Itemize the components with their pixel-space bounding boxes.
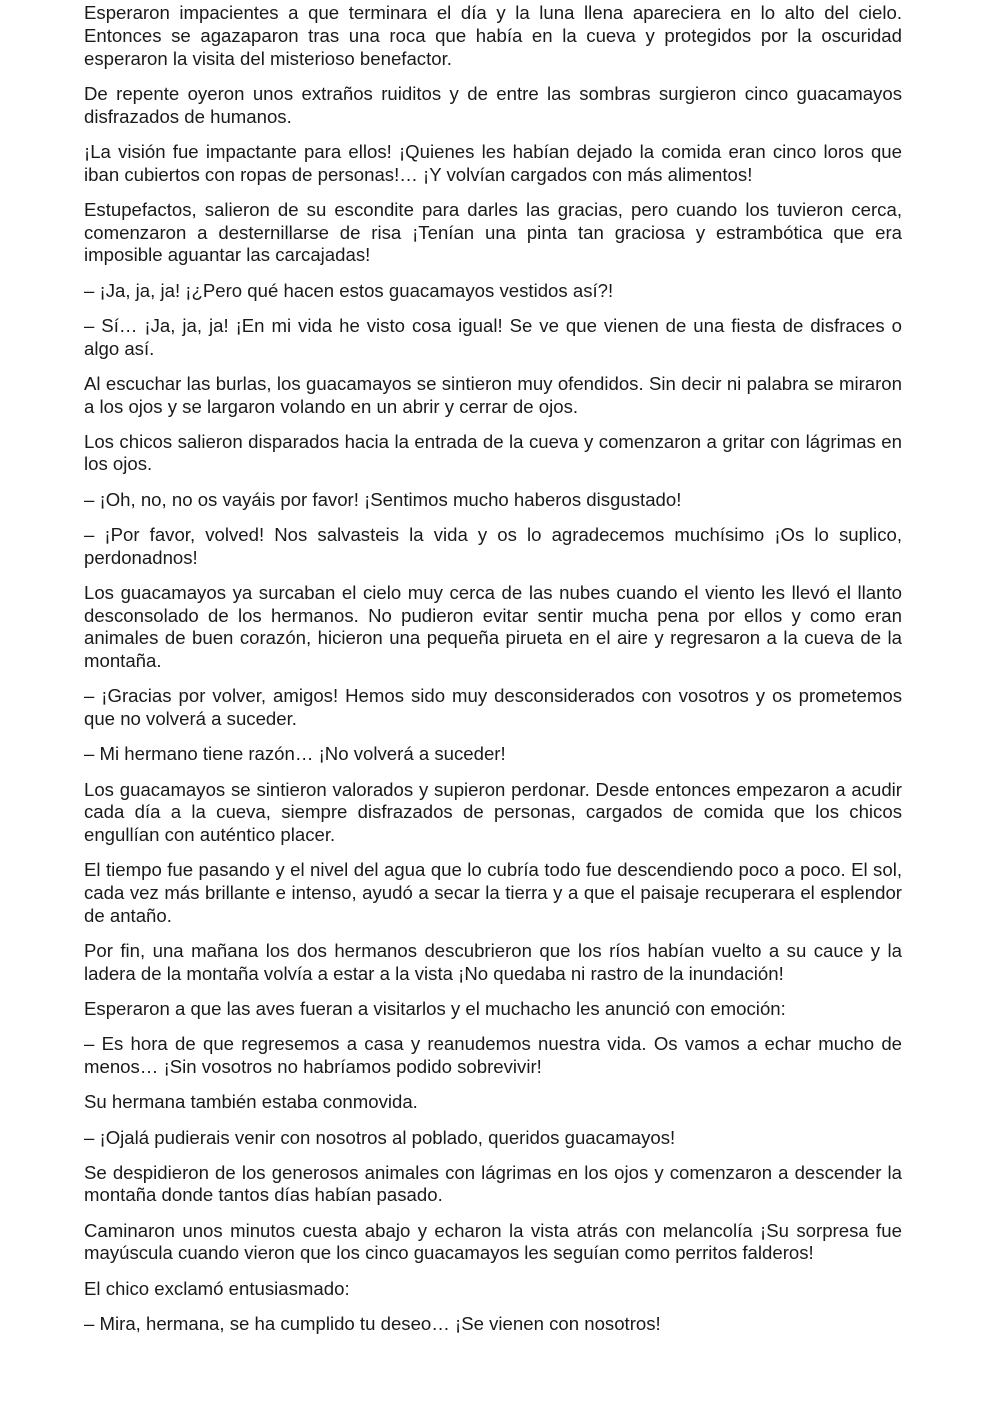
paragraph: Esperaron a que las aves fueran a visitarlos y el muchacho les anunció con emoción: [84, 998, 786, 1020]
dialogue-line: – ¡Por favor, volved! Nos salvasteis la vida y os lo agradecemos muchísimo ¡Os lo suplico, perdonadnos! [84, 523, 902, 568]
paragraph: Su hermana también estaba conmovida. [84, 1091, 418, 1113]
dialogue-line: – ¡Ja, ja, ja! ¡¿Pero qué hacen estos guacamayos vestidos así?! [84, 279, 614, 301]
paragraph: Por fin, una mañana los dos hermanos descubrieron que los ríos habían vuelto a su cauce y la ladera de la montaña volvía a estar a la vista ¡No quedaba ni rastro de la inundación! [84, 940, 902, 984]
dialogue-line: – Mi hermano tiene razón… ¡No volverá a suceder! [84, 743, 506, 765]
paragraph: De repente oyeron unos extraños ruiditos y de entre las sombras surgieron cinco guacamayos disfrazados de humanos. [84, 82, 902, 127]
story-page [84, 2, 902, 1348]
dialogue-line: – ¡Oh, no, no os vayáis por favor! ¡Sentimos mucho haberos disgustado! [84, 488, 682, 510]
dialogue-line: – Es hora de que regresemos a casa y reanudemos nuestra vida. Os vamos a echar mucho de menos… ¡Sin vosotros no habríamos podido sobrevivir! [84, 1033, 902, 1078]
paragraph: Se despidieron de los generosos animales con lágrimas en los ojos y comenzaron a descender la montaña donde tantos días habían pasado. [84, 1161, 902, 1206]
paragraph: Los chicos salieron disparados hacia la entrada de la cueva y comenzaron a gritar con lágrimas en los ojos. [84, 430, 902, 475]
paragraph: El tiempo fue pasando y el nivel del agua que lo cubría todo fue descendiendo poco a poco. El sol, cada vez más brillante e intenso, ayudó a secar la tierra y a que el paisaje recuperara el esplendor de antaño. [84, 859, 902, 926]
paragraph: Los guacamayos se sintieron valorados y supieron perdonar. Desde entonces empezaron a acudir cada día a la cueva, siempre disfrazados de personas, cargados de comida que los chicos engullían con auténtico placer. [84, 778, 902, 846]
paragraph: ¡La visión fue impactante para ellos! ¡Quienes les habían dejado la comida eran cinco loros que iban cubiertos con ropas de personas!… ¡Y volvían cargados con más alimentos! [84, 140, 902, 185]
paragraph: El chico exclamó entusiasmado: [84, 1277, 350, 1299]
dialogue-line: – ¡Gracias por volver, amigos! Hemos sido muy desconsiderados con vosotros y os prometemos que no volverá a suceder. [84, 685, 902, 730]
paragraph: Al escuchar las burlas, los guacamayos se sintieron muy ofendidos. Sin decir ni palabra se miraron a los ojos y se largaron volando en un abrir y cerrar de ojos. [84, 372, 902, 417]
paragraph: Estupefactos, salieron de su escondite para darles las gracias, pero cuando los tuvieron cerca, comenzaron a desternillarse de risa ¡Tenían una pinta tan graciosa y estrambótica que era imposible aguantar las carcajadas! [84, 198, 902, 266]
dialogue-line: – ¡Ojalá pudierais venir con nosotros al poblado, queridos guacamayos! [84, 1126, 676, 1148]
paragraph: Los guacamayos ya surcaban el cielo muy cerca de las nubes cuando el viento les llevó el llanto desconsolado de los hermanos. No pudieron evitar sentir mucha pena por ellos y como eran animales de buen corazón, hicieron una pequeña pirueta en el aire y regresaron a la cueva de la montaña. [84, 581, 902, 672]
dialogue-line: – Mira, hermana, se ha cumplido tu deseo… ¡Se vienen con nosotros! [84, 1312, 661, 1334]
paragraph: Esperaron impacientes a que terminara el día y la luna llena apareciera en lo alto del cielo. Entonces se agazaparon tras una roca que había en la cueva y protegidos por la oscuridad esperaron la visita del misterioso benefactor. [84, 2, 902, 69]
dialogue-line: – Sí… ¡Ja, ja, ja! ¡En mi vida he visto cosa igual! Se ve que vienen de una fiesta de disfraces o algo así. [84, 314, 902, 359]
paragraph: Caminaron unos minutos cuesta abajo y echaron la vista atrás con melancolía ¡Su sorpresa fue mayúscula cuando vieron que los cinco guacamayos les seguían como perritos falderos! [84, 1219, 902, 1264]
